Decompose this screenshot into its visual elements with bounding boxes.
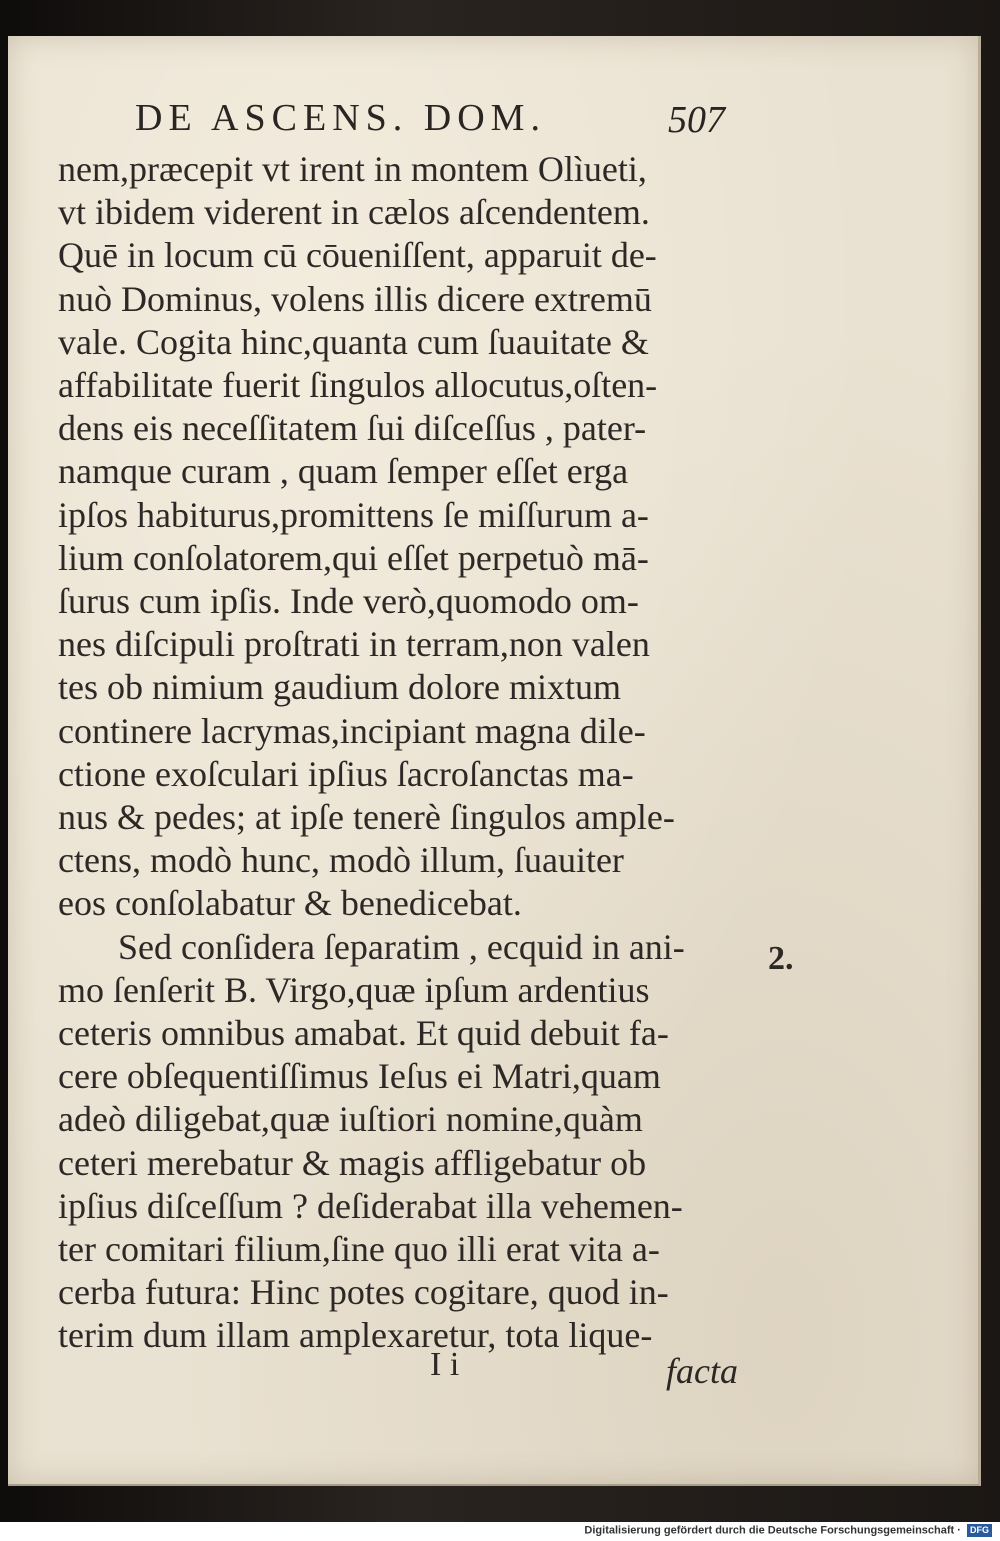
text-line: affabilitate fuerit ſingulos allocutus,oſten- bbox=[58, 365, 658, 406]
margin-note: 2. bbox=[768, 940, 794, 977]
text-line: tes ob nimium gaudium dolore mixtum bbox=[58, 667, 621, 708]
text-line: ipſos habiturus,promittens ſe miſſurum a- bbox=[58, 494, 649, 535]
catchword: facta bbox=[666, 1351, 738, 1391]
text-line: Quē in locum cū cōueniſſent, apparuit de- bbox=[58, 235, 657, 276]
text-line: namque curam , quam ſemper eſſet erga bbox=[58, 451, 629, 492]
footer-bar bbox=[0, 1522, 1000, 1541]
text-line: nem,præcepit vt irent in montem Olìueti, bbox=[58, 149, 647, 189]
text-line: vale. Cogita hinc,quanta cum ſuauitate & bbox=[58, 321, 649, 362]
running-head: DE ASCENS. DOM. bbox=[135, 97, 546, 139]
text-line: ter comitari filium,ſine quo illi erat vita a- bbox=[58, 1229, 660, 1270]
page-header bbox=[135, 96, 725, 144]
dfg-logo-icon: DFG bbox=[967, 1524, 992, 1537]
text-line: dens eis neceſſitatem ſui diſceſſus , pater- bbox=[58, 408, 647, 449]
paragraph-first-line: Sed conſidera ſeparatim , ecquid in ani- bbox=[118, 926, 685, 967]
funding-notice bbox=[584, 1524, 992, 1537]
page-text bbox=[58, 148, 730, 1358]
text-line: ſurus cum ipſis. Inde verò,quomodo om- bbox=[58, 581, 639, 622]
text-line: cerba futura: Hinc potes cogitare, quod in- bbox=[58, 1272, 669, 1313]
text-line: continere lacrymas,incipiant magna dile- bbox=[58, 710, 646, 751]
signature-mark: I i bbox=[430, 1346, 460, 1383]
text-line: ctens, modò hunc, modò illum, ſuauiter bbox=[58, 840, 624, 881]
funding-notice-text: Digitalisierung gefördert durch die Deutsche Forschungsgemeinschaft · bbox=[584, 1524, 961, 1537]
page-number: 507 bbox=[668, 99, 725, 141]
text-line: ipſius diſceſſum ? deſiderabat illa vehemen- bbox=[58, 1185, 683, 1226]
text-line: lium conſolatorem,qui eſſet perpetuò mā- bbox=[58, 537, 649, 578]
text-line: terim dum illam amplexaretur, tota lique- bbox=[58, 1315, 653, 1356]
text-line: eos conſolabatur & benedicebat. bbox=[58, 883, 522, 924]
text-line: vt ibidem viderent in cælos aſcendentem. bbox=[58, 192, 650, 233]
text-line: cere obſequentiſſimus Ieſus ei Matri,quam bbox=[58, 1056, 661, 1097]
text-line: nuò Dominus, volens illis dicere extremū bbox=[58, 278, 652, 319]
text-line: adeò diligebat,quæ iuſtiori nomine,quàm bbox=[58, 1099, 643, 1140]
text-line: nes diſcipuli proſtrati in terram,non valen bbox=[58, 624, 650, 665]
text-line: ceteris omnibus amabat. Et quid debuit fa- bbox=[58, 1013, 669, 1054]
text-line: ceteri merebatur & magis affligebatur ob bbox=[58, 1142, 647, 1183]
text-line: nus & pedes; at ipſe tenerè ſingulos ample- bbox=[58, 797, 675, 838]
text-line: mo ſenſerit B. Virgo,quæ ipſum ardentius bbox=[58, 969, 650, 1010]
text-line: ctione exoſculari ipſius ſacroſanctas ma- bbox=[58, 753, 634, 794]
